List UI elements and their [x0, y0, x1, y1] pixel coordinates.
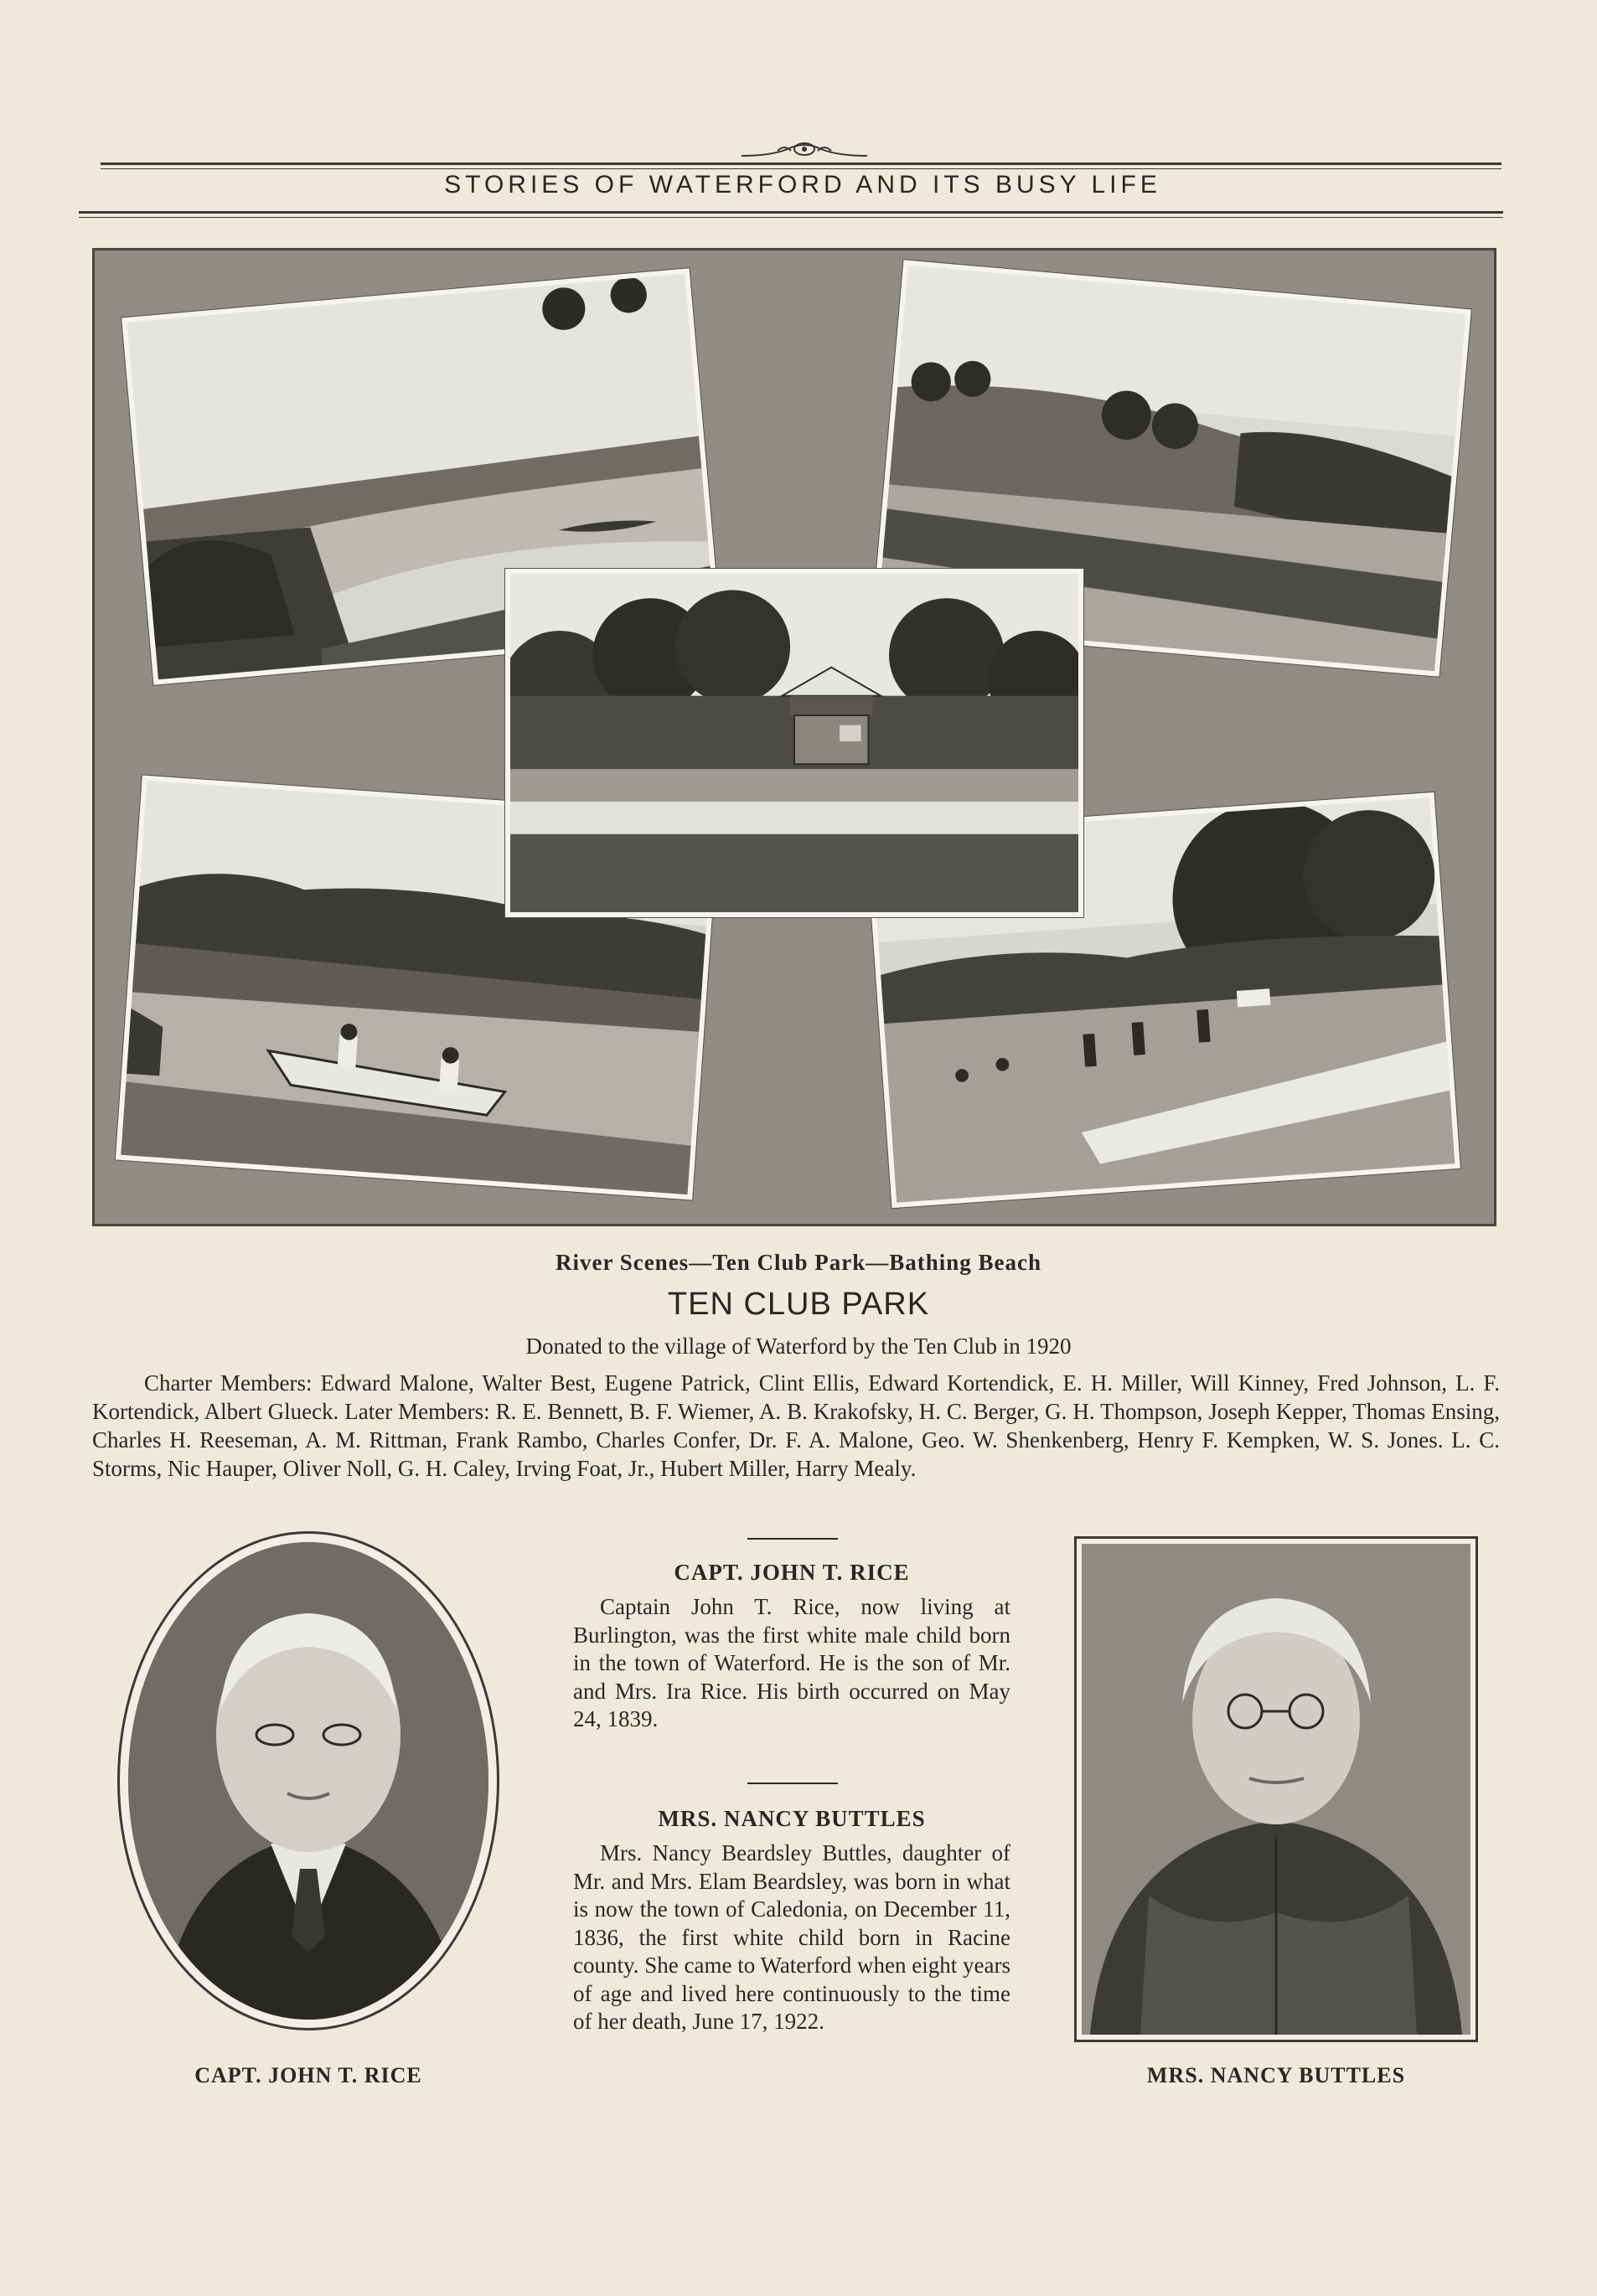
park-title: TEN CLUB PARK: [667, 1287, 930, 1322]
portrait-woman-icon: [1082, 1544, 1470, 2035]
plate-caption: River Scenes—Ten Club Park—Bathing Beach: [555, 1250, 1042, 1275]
header-rule-bottom-thin: [79, 217, 1503, 218]
divider-rice: [747, 1538, 838, 1540]
header-rule-bottom: [79, 211, 1503, 214]
park-donated: Donated to the village of Waterford by the Ten Club in 1920: [525, 1334, 1072, 1359]
heading-rice: CAPT. JOHN T. RICE: [674, 1560, 910, 1585]
portrait-caption-buttles: MRS. NANCY BUTTLES: [1146, 2063, 1406, 2087]
heading-buttles: MRS. NANCY BUTTLES: [658, 1806, 926, 1831]
portrait-caption-rice: CAPT. JOHN T. RICE: [194, 2063, 422, 2087]
portrait-man-icon: [128, 1542, 488, 2020]
running-header: STORIES OF WATERFORD AND ITS BUSY LIFE: [444, 171, 1161, 199]
bio-buttles: Mrs. Nancy Beardsley Buttles, daughter of Mr. and Mrs. Elam Beardsley, was born in what is now the town of Caledonia, on December 11, 1836, the first white child born in Racine county. She came to Waterford when eight years of age and lived here continuously to the time of her death, June 17, 1922.: [573, 1840, 1010, 2034]
divider-buttles: [747, 1783, 838, 1784]
photo-plate: [92, 248, 1496, 1226]
header-rule-top: [101, 163, 1501, 165]
park-members: Charter Members: Edward Malone, Walter Best, Eugene Patrick, Clint Ellis, Edward Kortendick, E. H. Miller, Will Kinney, Fred Johnson, L. F. Kortendick, Albert Glueck. Later Members: R. E. Bennett, B. F. Wiemer, A. B. Krakofsky, H. C. Berger, G. H. Thompson, Joseph Kepper, Thomas Ensing, Charles H. Reeseman, A. M. Rittman, Frank Rambo, Charles Confer, Dr. F. A. Malone, Geo. W. Shenkenberg, Henry F. Kempken, W. S. Jones. L. C. Storms, Nic Hauper, Oliver Noll, G. H. Caley, Irving Foat, Jr., Hubert Miller, Harry Mealy.: [92, 1370, 1500, 1481]
ornament-icon: [737, 139, 871, 161]
photo-bandstand: [505, 569, 1083, 917]
portrait-john-rice: [117, 1531, 499, 2030]
bio-rice: Captain John T. Rice, now living at Burlington, was the first white male child born in the town of Waterford. He is the son of Mr. and Mrs. Ira Rice. His birth occurred on May 24, 1839.: [573, 1594, 1010, 1731]
header-rule-top-thin: [101, 168, 1501, 169]
portrait-nancy-buttles: [1074, 1536, 1478, 2042]
